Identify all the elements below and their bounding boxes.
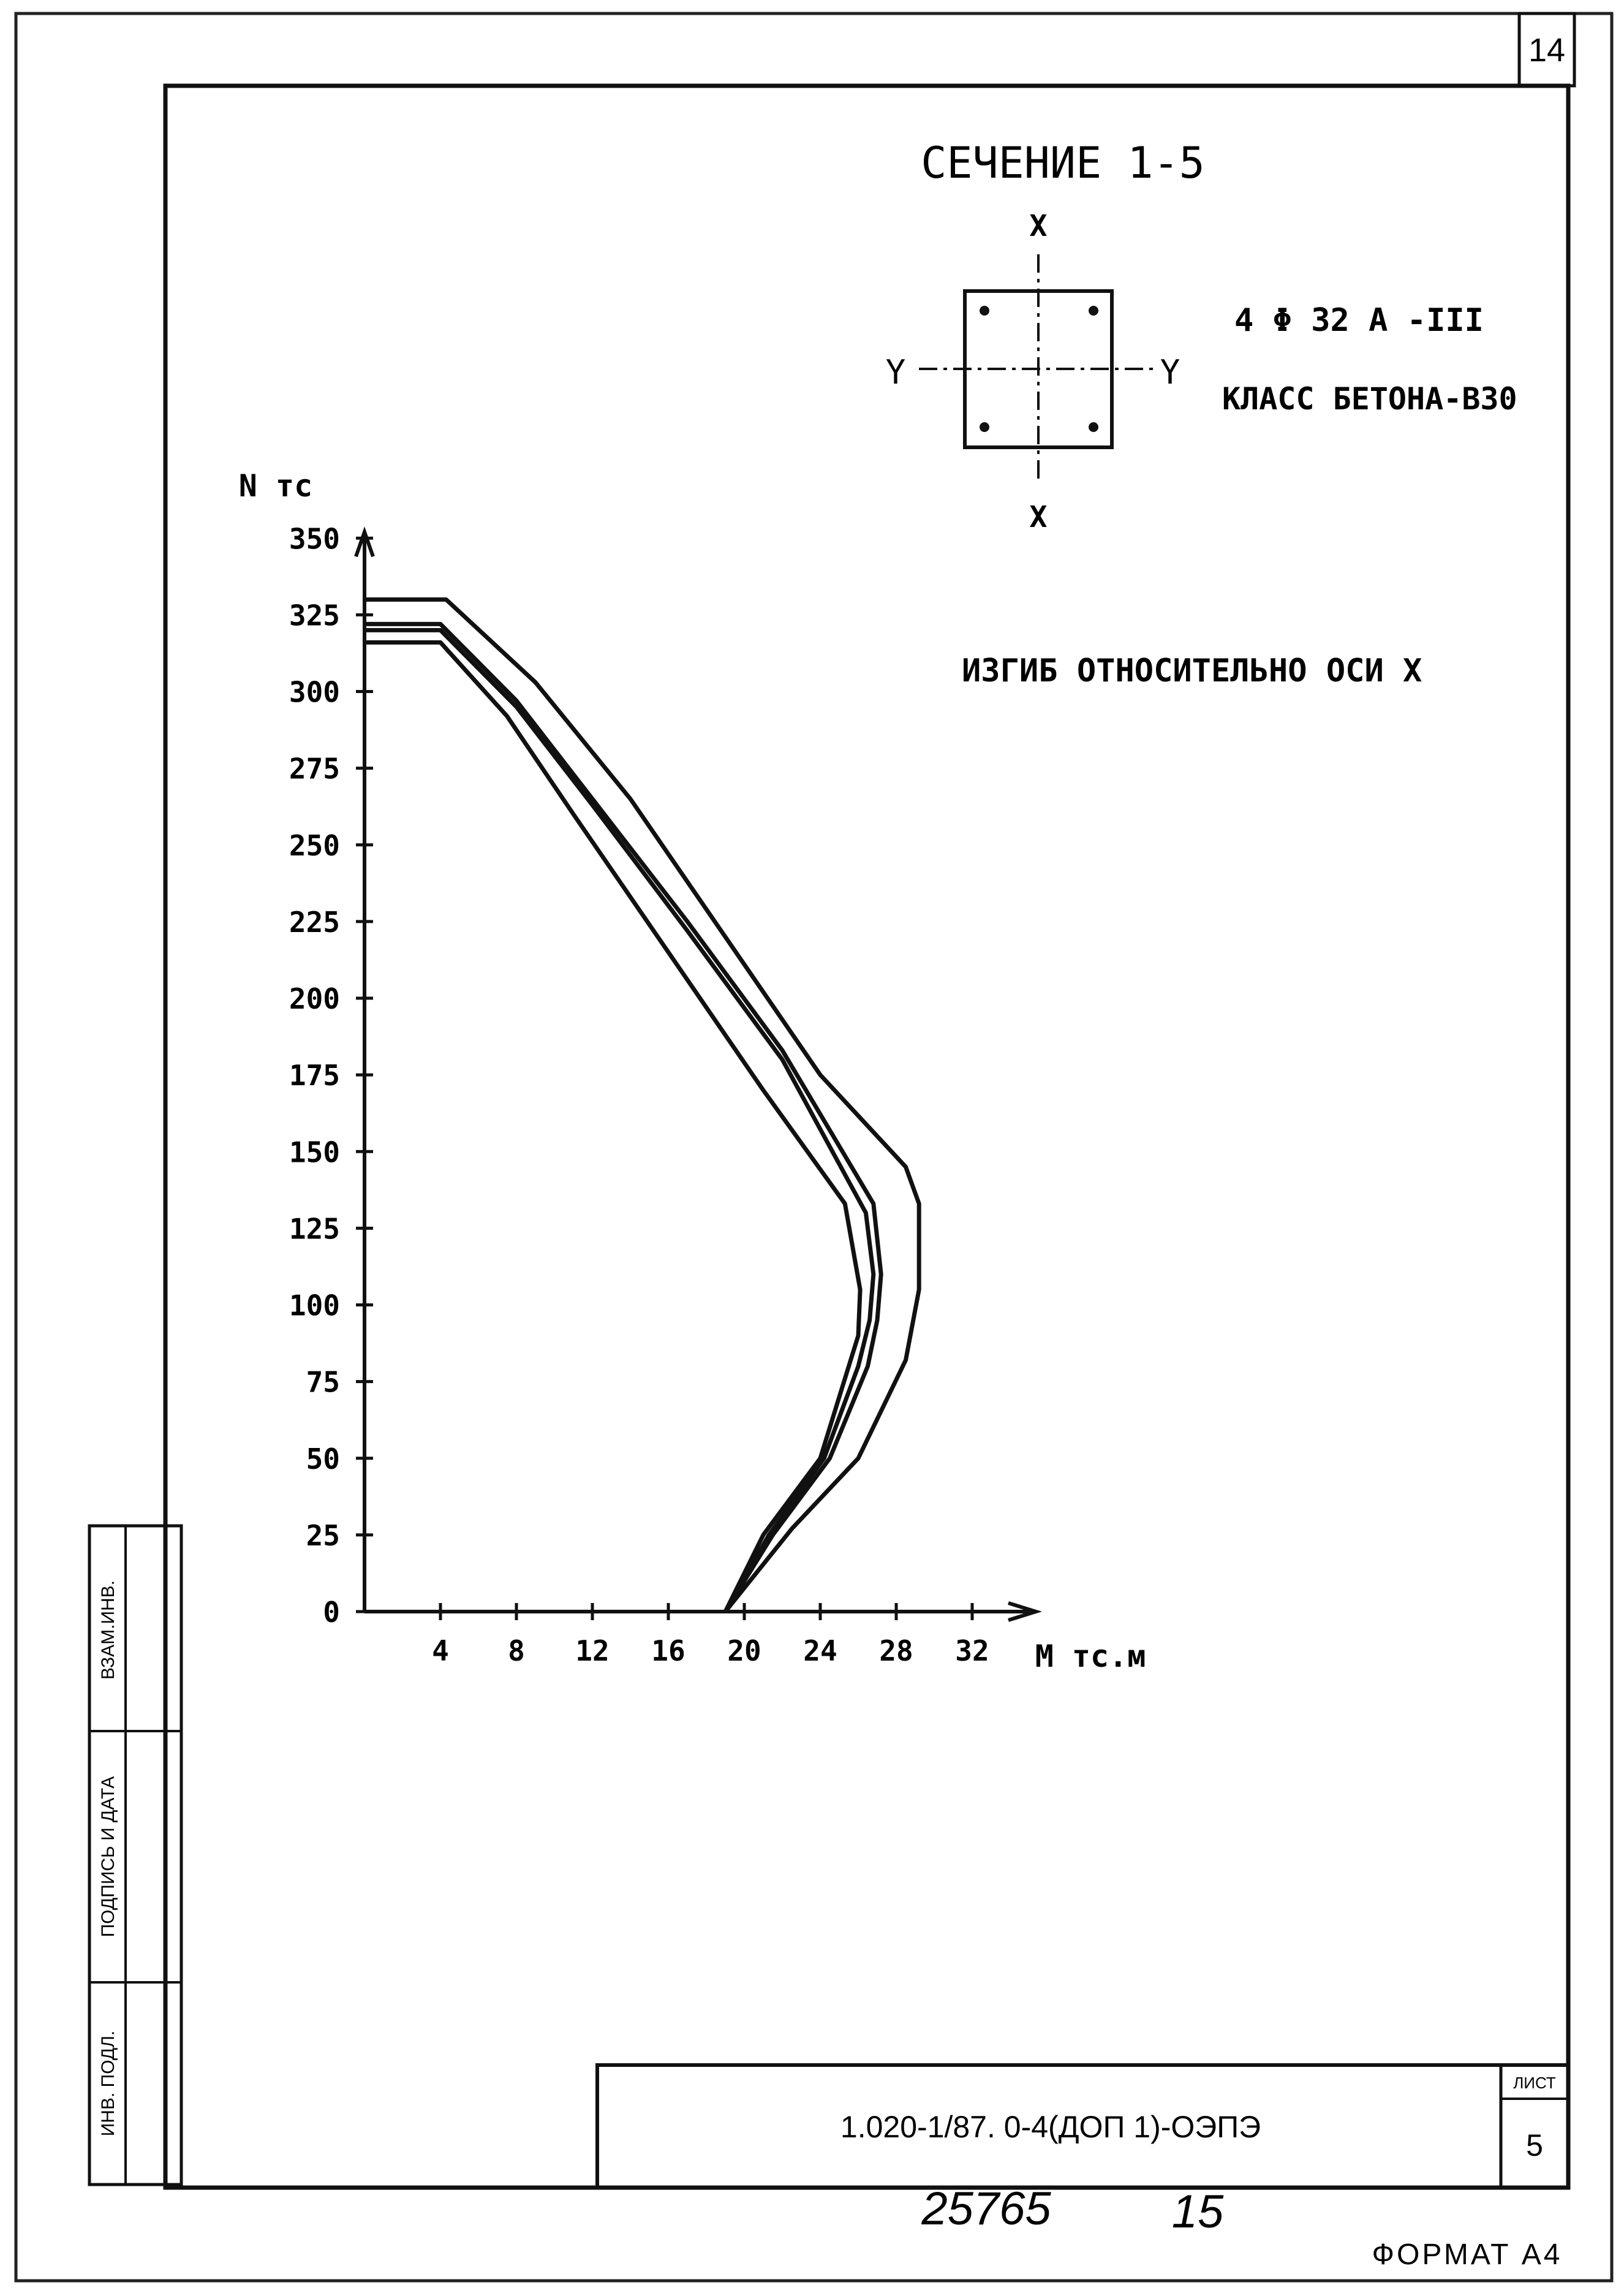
y-tick-label: 75 [306, 1365, 340, 1399]
title-block [597, 2065, 1568, 2188]
format-label: ФОРМАТ А4 [1372, 2238, 1563, 2271]
cross-section [886, 209, 1180, 534]
x-tick-label: 8 [508, 1634, 525, 1667]
x-tick-label: 28 [879, 1634, 913, 1667]
stamp-podpis-data: ПОДПИСЬ И ДАТА [98, 1776, 118, 1938]
y-tick-label: 300 [289, 675, 340, 709]
rebar-dot [1089, 422, 1098, 432]
rebar-dot [980, 422, 989, 432]
x-tick-label: 12 [575, 1634, 610, 1667]
y-tick-label: 325 [289, 599, 340, 632]
y-tick-label: 275 [289, 752, 340, 786]
corner-sheet-number: 14 [1528, 32, 1566, 69]
x-axis-label: М тс.м [1035, 1639, 1146, 1674]
interaction-chart [239, 468, 1146, 1674]
sheet-label: ЛИСТ [1513, 2074, 1556, 2092]
series-line-1 [364, 599, 919, 1612]
document-designation: 1.020-1/87. 0-4(ДОП 1)-ОЭПЭ [840, 2110, 1261, 2144]
axis-y-left-label: Y [885, 353, 906, 392]
section-title: СЕЧЕНИЕ 1-5 [921, 138, 1205, 188]
y-tick-label: 50 [306, 1442, 340, 1476]
sheet-value: 5 [1526, 2128, 1543, 2162]
concrete-class: КЛАСС БЕТОНА-В30 [1222, 381, 1517, 417]
axis-x-bottom-label: X [1029, 500, 1048, 534]
y-tick-label: 25 [306, 1518, 340, 1552]
outer-border [16, 13, 1612, 2281]
stamp-inv-podl: ИНВ. ПОДЛ. [98, 2030, 118, 2137]
y-tick-label: 150 [289, 1135, 340, 1169]
x-tick-label: 32 [955, 1634, 989, 1667]
y-tick-label: 100 [289, 1289, 340, 1322]
handwritten-page: 15 [1171, 2186, 1224, 2238]
y-tick-label: 0 [323, 1596, 340, 1629]
y-axis-label: N тс [238, 468, 313, 504]
series-line-4 [364, 642, 860, 1612]
rebar-dot [1089, 306, 1098, 316]
x-tick-label: 20 [727, 1634, 761, 1667]
reinforcement-spec: 4 Φ 32 A -III [1234, 302, 1484, 339]
y-tick-label: 225 [289, 905, 340, 939]
axis-x-top-label: X [1029, 209, 1048, 243]
y-tick-label: 250 [289, 828, 340, 862]
series-line-3 [364, 630, 874, 1612]
y-tick-label: 175 [289, 1059, 340, 1093]
rebar-dot [980, 306, 989, 316]
x-tick-label: 4 [432, 1634, 449, 1667]
bending-note: ИЗГИБ ОТНОСИТЕЛЬНО ОСИ X [962, 653, 1422, 689]
series-line-2 [364, 624, 881, 1612]
y-tick-label: 200 [289, 982, 340, 1015]
y-tick-label: 125 [289, 1212, 340, 1246]
y-tick-label: 350 [289, 522, 340, 556]
x-tick-label: 16 [651, 1634, 685, 1667]
axis-y-right-label: Y [1160, 353, 1180, 392]
handwritten-number: 25765 [921, 2183, 1051, 2235]
stamp-vzam-inv: ВЗАМ.ИНВ. [98, 1580, 118, 1680]
x-tick-label: 24 [803, 1634, 837, 1667]
